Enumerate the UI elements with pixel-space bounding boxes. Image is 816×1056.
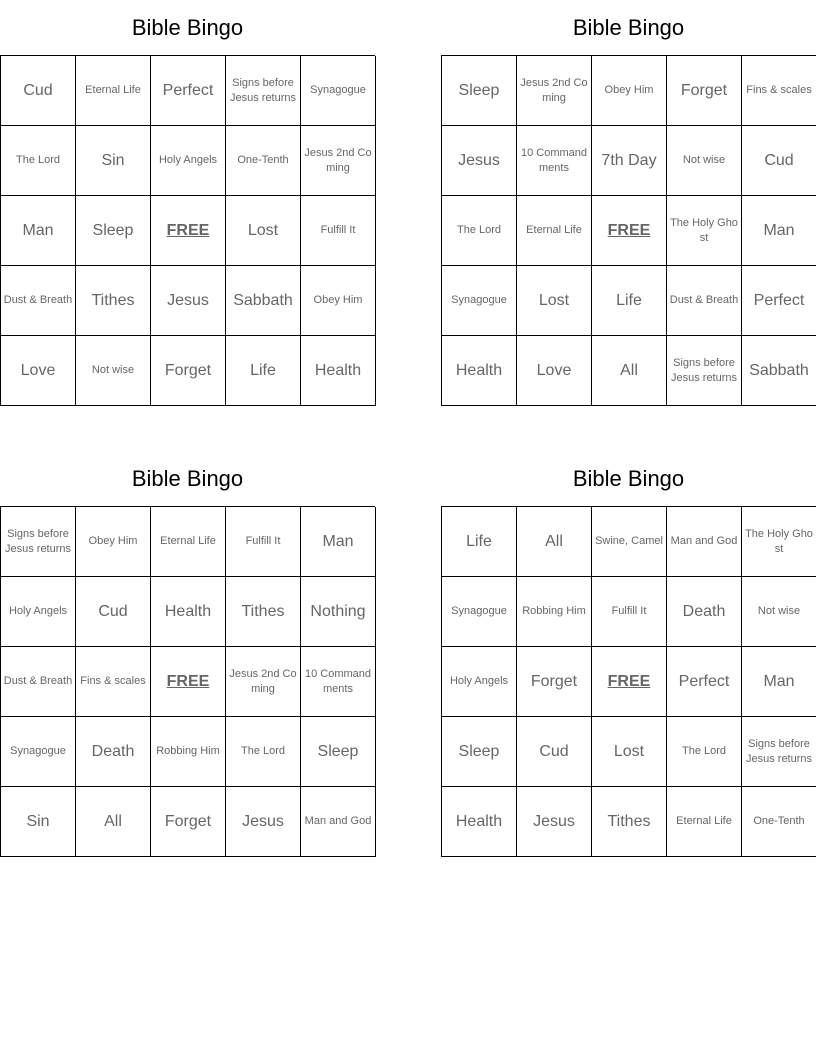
bingo-cell: Forget <box>667 56 742 126</box>
bingo-cell: The Holy Ghost <box>742 507 816 577</box>
bingo-cell: Sleep <box>301 717 376 787</box>
bingo-cell: Sleep <box>442 717 517 787</box>
bingo-cell: Synagogue <box>442 577 517 647</box>
bingo-cell: The Holy Ghost <box>667 196 742 266</box>
bingo-cell: Sleep <box>76 196 151 266</box>
bingo-cell: Cud <box>742 126 816 196</box>
bingo-cell: Jesus 2nd Coming <box>301 126 376 196</box>
free-space: FREE <box>592 196 667 266</box>
card-title: Bible Bingo <box>131 15 244 40</box>
bingo-cell: Lost <box>592 717 667 787</box>
bingo-cell: Not wise <box>76 336 151 406</box>
bingo-cell: Health <box>301 336 376 406</box>
card-title: Bible Bingo <box>572 466 685 491</box>
bingo-cell: Health <box>442 336 517 406</box>
bingo-cell: Jesus <box>226 787 301 857</box>
bingo-cell: Fins & scales <box>742 56 816 126</box>
bingo-cell: Death <box>667 577 742 647</box>
bingo-cell: Robbing Him <box>517 577 592 647</box>
bingo-cell: Synagogue <box>442 266 517 336</box>
bingo-cell: Holy Angels <box>151 126 226 196</box>
bingo-cell: Health <box>442 787 517 857</box>
bingo-cell: Signs before Jesus returns <box>742 717 816 787</box>
bingo-cell: Jesus <box>151 266 226 336</box>
bingo-cell: Perfect <box>667 647 742 717</box>
bingo-cell: Synagogue <box>1 717 76 787</box>
bingo-card-1 <box>0 0 375 406</box>
bingo-cell: The Lord <box>1 126 76 196</box>
bingo-cell: Love <box>1 336 76 406</box>
bingo-cell: One-Tenth <box>742 787 816 857</box>
bingo-cell: Signs before Jesus returns <box>667 336 742 406</box>
card-title: Bible Bingo <box>572 15 685 40</box>
bingo-cell: Man <box>742 647 816 717</box>
bingo-cell: Man <box>301 507 376 577</box>
bingo-cell: Perfect <box>151 56 226 126</box>
bingo-cell: Not wise <box>667 126 742 196</box>
bingo-cell: Health <box>151 577 226 647</box>
bingo-cell: Eternal Life <box>517 196 592 266</box>
free-space: FREE <box>592 647 667 717</box>
bingo-cell: Forget <box>151 787 226 857</box>
bingo-cell: Fulfill It <box>226 507 301 577</box>
bingo-cell: Tithes <box>226 577 301 647</box>
bingo-card-2 <box>441 0 816 406</box>
bingo-cell: Sin <box>1 787 76 857</box>
bingo-cell: Dust & Breath <box>1 266 76 336</box>
bingo-cell: Jesus 2nd Coming <box>517 56 592 126</box>
bingo-cell: All <box>592 336 667 406</box>
bingo-cell: Lost <box>517 266 592 336</box>
bingo-cell: Fulfill It <box>301 196 376 266</box>
bingo-cell: Love <box>517 336 592 406</box>
bingo-cell: 10 Commandments <box>301 647 376 717</box>
bingo-cell: Forget <box>517 647 592 717</box>
bingo-cell: The Lord <box>226 717 301 787</box>
bingo-grid <box>441 506 816 857</box>
bingo-cell: Nothing <box>301 577 376 647</box>
bingo-cell: Sabbath <box>742 336 816 406</box>
bingo-cell: Man and God <box>667 507 742 577</box>
bingo-cell: 7th Day <box>592 126 667 196</box>
bingo-cell: Jesus <box>517 787 592 857</box>
bingo-cell: Dust & Breath <box>667 266 742 336</box>
bingo-grid <box>0 506 375 857</box>
bingo-cell: Swine, Camel <box>592 507 667 577</box>
bingo-cell: Signs before Jesus returns <box>226 56 301 126</box>
bingo-cell: Man <box>742 196 816 266</box>
card-title: Bible Bingo <box>131 466 244 491</box>
bingo-grid <box>0 55 375 406</box>
bingo-cell: Holy Angels <box>1 577 76 647</box>
bingo-cell: Obey Him <box>592 56 667 126</box>
bingo-cell: 10 Commandments <box>517 126 592 196</box>
bingo-cell: Sleep <box>442 56 517 126</box>
bingo-card-3 <box>0 451 375 857</box>
bingo-cell: One-Tenth <box>226 126 301 196</box>
bingo-cell: All <box>76 787 151 857</box>
bingo-cell: Lost <box>226 196 301 266</box>
bingo-cell: Perfect <box>742 266 816 336</box>
bingo-cell: The Lord <box>442 196 517 266</box>
bingo-cell: Not wise <box>742 577 816 647</box>
bingo-cell: Jesus 2nd Coming <box>226 647 301 717</box>
bingo-cell: Obey Him <box>76 507 151 577</box>
bingo-cell: Cud <box>76 577 151 647</box>
bingo-cell: Life <box>442 507 517 577</box>
bingo-cell: Jesus <box>442 126 517 196</box>
bingo-cell: Life <box>592 266 667 336</box>
bingo-grid <box>441 55 816 406</box>
bingo-cell: Sabbath <box>226 266 301 336</box>
bingo-cell: Tithes <box>592 787 667 857</box>
bingo-cell: Sin <box>76 126 151 196</box>
bingo-cell: The Lord <box>667 717 742 787</box>
bingo-cell: Eternal Life <box>667 787 742 857</box>
bingo-cell: Robbing Him <box>151 717 226 787</box>
bingo-cell: Cud <box>1 56 76 126</box>
bingo-cell: Fins & scales <box>76 647 151 717</box>
bingo-cell: Man <box>1 196 76 266</box>
bingo-cell: Holy Angels <box>442 647 517 717</box>
bingo-cell: Life <box>226 336 301 406</box>
bingo-cell: Eternal Life <box>76 56 151 126</box>
bingo-cell: Dust & Breath <box>1 647 76 717</box>
bingo-cell: Signs before Jesus returns <box>1 507 76 577</box>
bingo-cell: Fulfill It <box>592 577 667 647</box>
free-space: FREE <box>151 196 226 266</box>
bingo-cell: Forget <box>151 336 226 406</box>
bingo-cell: All <box>517 507 592 577</box>
bingo-cell: Cud <box>517 717 592 787</box>
bingo-cell: Death <box>76 717 151 787</box>
bingo-cell: Eternal Life <box>151 507 226 577</box>
free-space: FREE <box>151 647 226 717</box>
bingo-cell: Man and God <box>301 787 376 857</box>
bingo-card-4 <box>441 451 816 857</box>
bingo-cell: Synagogue <box>301 56 376 126</box>
bingo-cell: Obey Him <box>301 266 376 336</box>
bingo-cell: Tithes <box>76 266 151 336</box>
